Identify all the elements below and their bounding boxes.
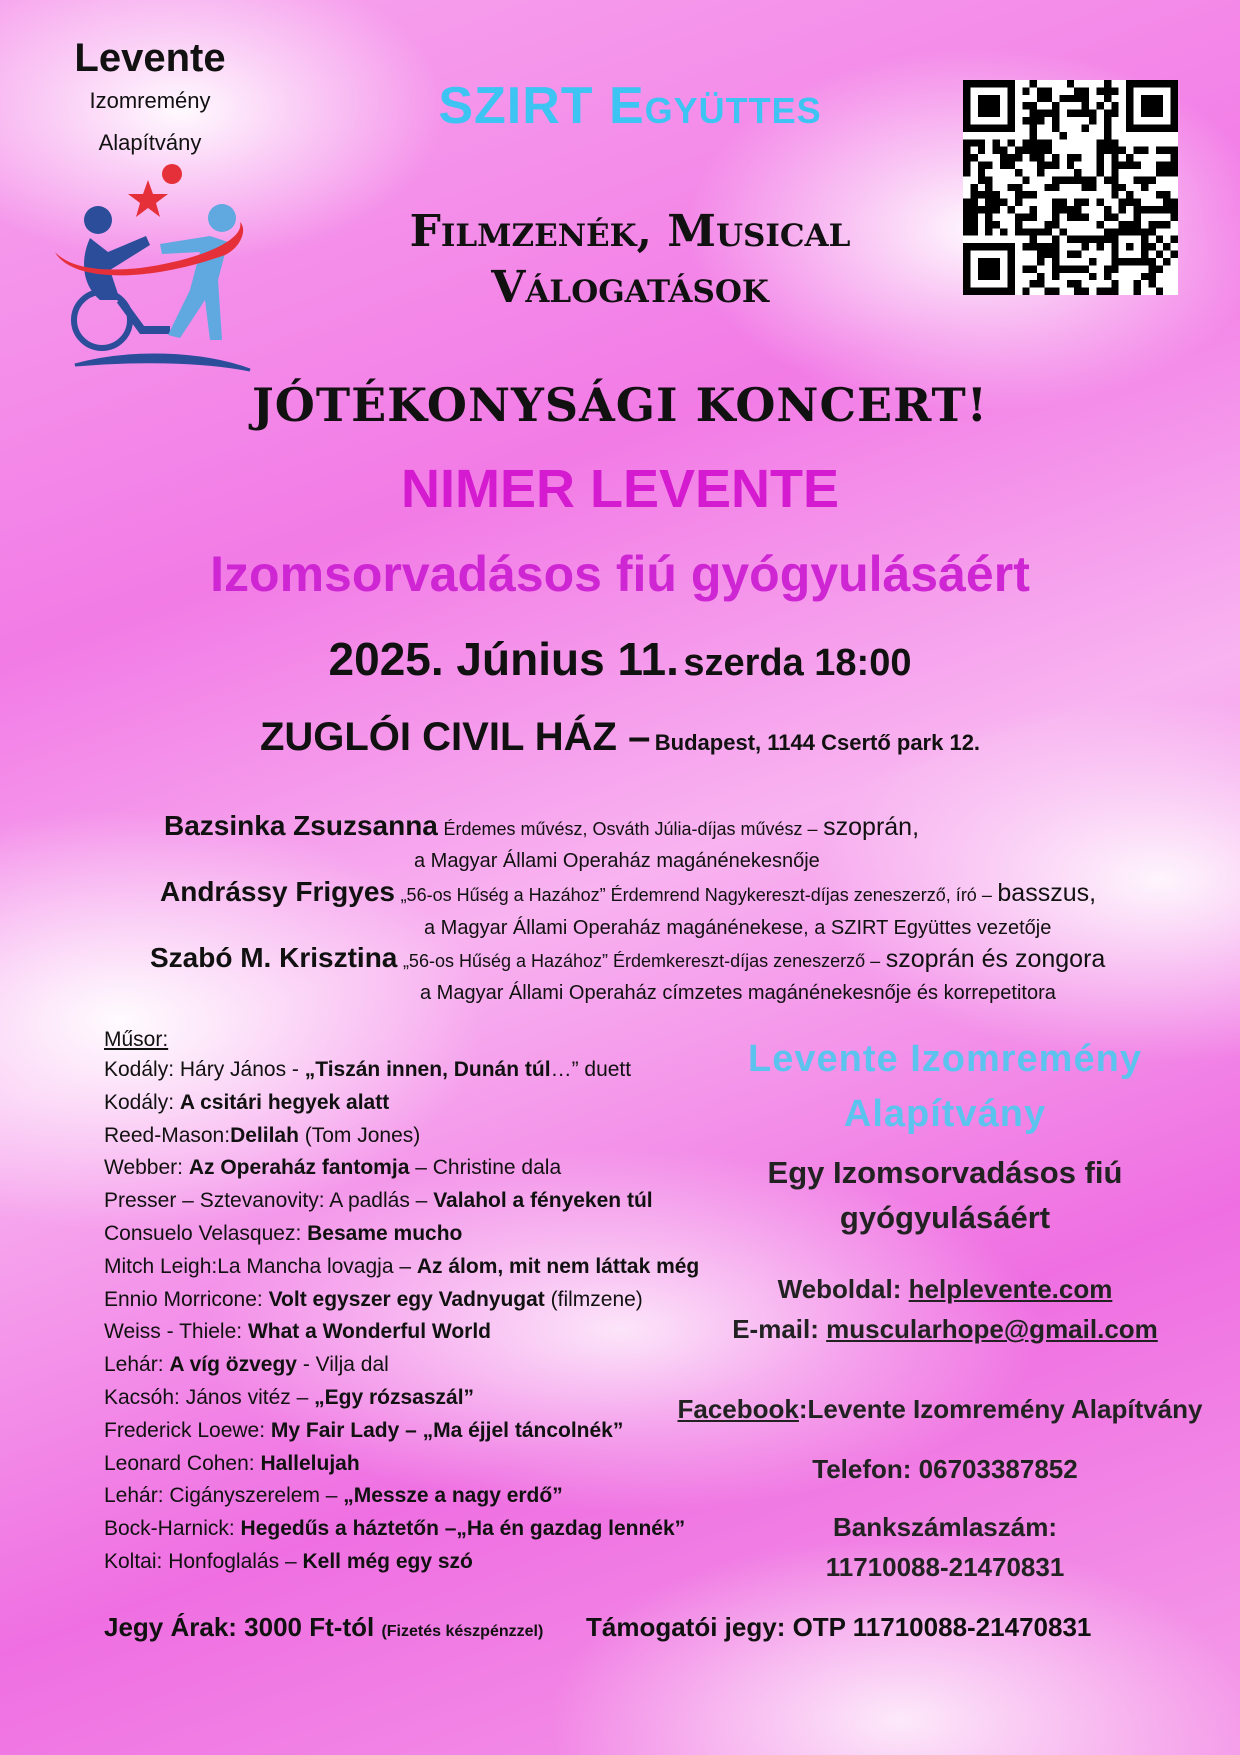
program-work: Valahol a fényeken túl xyxy=(433,1189,653,1213)
program-work: Hallelujah xyxy=(260,1451,360,1475)
program-item xyxy=(104,1284,699,1317)
program-work: Az Operaház fantomja xyxy=(188,1156,410,1180)
performer-1-role: a Magyar Állami Operaház magánénekesnője xyxy=(414,850,820,872)
program-composer: Lehár: Cigányszerelem – xyxy=(104,1484,344,1508)
headline: JÓTÉKONYSÁGI KONCERT! xyxy=(252,378,988,432)
beneficiary-name: NIMER LEVENTE xyxy=(400,459,840,519)
performer-title: Érdemes művész, Osváth Júlia-díjas művész – xyxy=(443,819,818,839)
program-work: „Messze a nagy erdő” xyxy=(343,1484,563,1508)
performer-voice: szoprán, xyxy=(823,813,920,841)
program-composer: Weiss - Thiele: xyxy=(104,1320,248,1344)
facebook-label[interactable]: Facebook xyxy=(677,1394,799,1424)
email-label: E-mail: xyxy=(732,1314,819,1344)
foundation-name-2: Alapítvány xyxy=(843,1093,1047,1135)
foundation-tagline-2: gyógyulásáért xyxy=(839,1200,1051,1235)
program-work: A víg özvegy xyxy=(169,1353,297,1377)
program-work: Volt egyszer egy Vadnyugat xyxy=(268,1287,545,1311)
program-work: A csitári hegyek alatt xyxy=(179,1090,390,1114)
qr-code-icon[interactable] xyxy=(963,80,1178,295)
program-work: „Egy rózsaszál” xyxy=(314,1385,475,1409)
program-item xyxy=(104,1087,699,1120)
program-composer: Presser – Sztevanovity: A padlás – xyxy=(104,1189,434,1213)
program-item xyxy=(104,1316,699,1349)
performer-1-line xyxy=(164,810,919,842)
program-composer: Ennio Morricone: xyxy=(104,1287,269,1311)
program-note: (Tom Jones) xyxy=(298,1123,421,1147)
ticket-prices xyxy=(104,1612,543,1643)
logo-subtitle-1: Izomremény xyxy=(89,88,211,113)
program-item xyxy=(104,1448,699,1481)
program-note: – Christine dala xyxy=(409,1156,562,1180)
performer-2-role: a Magyar Állami Operaház magánénekese, a SZIRT Együttes vezetője xyxy=(424,917,1052,939)
logo-title: Levente xyxy=(74,36,226,80)
performer-2-line xyxy=(160,876,1096,908)
date-row xyxy=(0,632,1240,686)
program-item xyxy=(104,1513,699,1546)
performer-title: „56-os Hűség a Hazához” Érdemkereszt-díjas zeneszerző – xyxy=(402,951,881,971)
performer-3-line xyxy=(150,942,1105,974)
website-label: Weboldal: xyxy=(777,1274,902,1304)
ticket-payment-note: (Fizetés készpénzzel) xyxy=(381,1623,544,1640)
event-time: szerda 18:00 xyxy=(683,642,912,684)
genre-line-1: Filmzenék, Musical xyxy=(409,206,851,257)
program-item xyxy=(104,1480,699,1513)
performer-name: Szabó M. Krisztina xyxy=(150,942,398,973)
genre-line-2: Válogatások xyxy=(491,262,769,313)
program-composer: Leonard Cohen: xyxy=(104,1451,261,1475)
performer-3-role: a Magyar Állami Operaház címzetes magánénekesnője és korrepetitora xyxy=(420,982,1056,1004)
program-item xyxy=(104,1382,699,1415)
program-list xyxy=(104,1054,699,1579)
program-composer: Kodály: Háry János - xyxy=(104,1058,305,1081)
event-date: 2025. Június 11. xyxy=(328,633,679,685)
program-work: Az álom, mit nem láttak még xyxy=(416,1254,700,1278)
program-item xyxy=(104,1120,699,1153)
program-item xyxy=(104,1349,699,1382)
email-row xyxy=(680,1314,1210,1345)
program-work: What a Wonderful World xyxy=(247,1320,491,1344)
program-composer: Consuelo Velasquez: xyxy=(104,1221,308,1245)
program-work: Hegedűs a háztetőn –„Ha én gazdag lennék” xyxy=(240,1517,686,1541)
ensemble-name: SZIRT Együttes xyxy=(438,77,822,135)
email-link[interactable]: muscularhope@gmail.com xyxy=(826,1314,1158,1344)
program-composer: Kodály: xyxy=(104,1090,180,1114)
performer-voice: szoprán és zongora xyxy=(885,945,1106,973)
program-item xyxy=(104,1185,699,1218)
program-work: Besame mucho xyxy=(307,1221,463,1245)
program-item xyxy=(104,1152,699,1185)
foundation-tagline-1: Egy Izomsorvadásos fiú xyxy=(767,1155,1123,1190)
support-ticket: Támogatói jegy: OTP 11710088-21470831 xyxy=(586,1612,1092,1642)
program-work: Delilah xyxy=(230,1123,299,1147)
program-work: Kell még egy szó xyxy=(302,1549,473,1573)
program-note: - Vilja dal xyxy=(296,1353,389,1377)
venue-address: Budapest, 1144 Csertő park 12. xyxy=(654,730,981,755)
program-item xyxy=(104,1251,699,1284)
website-link[interactable]: helplevente.com xyxy=(908,1274,1113,1304)
program-item xyxy=(104,1415,699,1448)
performer-name: Bazsinka Zsuzsanna xyxy=(164,810,438,841)
bank-label: Bankszámlaszám: xyxy=(833,1512,1057,1542)
bank-account: 11710088-21470831 xyxy=(825,1552,1065,1582)
logo-figures-icon xyxy=(50,160,260,380)
venue-name: ZUGLÓI CIVIL HÁZ – xyxy=(259,715,651,759)
program-composer: Kacsóh: János vitéz – xyxy=(104,1385,315,1409)
performer-voice: basszus, xyxy=(997,879,1097,907)
program-composer: Frederick Loewe: xyxy=(104,1418,271,1442)
logo-subtitle-2: Alapítvány xyxy=(98,130,202,155)
program-item xyxy=(104,1054,699,1087)
program-item xyxy=(104,1546,699,1579)
program-composer: Webber: xyxy=(104,1156,189,1180)
program-note: (filmzene) xyxy=(544,1287,643,1311)
facebook-row xyxy=(660,1394,1220,1425)
venue-row xyxy=(0,715,1240,760)
ticket-price-label: Jegy Árak: 3000 Ft-tól xyxy=(104,1612,375,1642)
cause-text: Izomsorvadásos fiú gyógyulásáért xyxy=(210,546,1030,602)
performer-name: Andrássy Frigyes xyxy=(160,876,395,907)
facebook-page: :Levente Izomremény Alapítvány xyxy=(798,1394,1203,1424)
program-work: „Tiszán innen, Dunán túl xyxy=(304,1058,551,1081)
website-row xyxy=(680,1274,1210,1305)
program-note: …” duett xyxy=(550,1058,632,1081)
program-work: My Fair Lady – „Ma éjjel táncolnék” xyxy=(270,1418,624,1442)
program-composer: Reed-Mason: xyxy=(104,1123,231,1147)
performer-title: „56-os Hűség a Hazához” Érdemrend Nagykereszt-díjas zeneszerző, író – xyxy=(400,885,992,905)
phone-text: Telefon: 06703387852 xyxy=(812,1454,1078,1484)
foundation-name-1: Levente Izomremény xyxy=(748,1038,1142,1080)
program-composer: Mitch Leigh:La Mancha lovagja – xyxy=(104,1254,417,1278)
program-label: Műsor: xyxy=(104,1028,169,1051)
program-composer: Bock-Harnick: xyxy=(104,1517,241,1541)
program-item xyxy=(104,1218,699,1251)
program-composer: Koltai: Honfoglalás – xyxy=(104,1549,303,1573)
program-composer: Lehár: xyxy=(104,1353,170,1377)
